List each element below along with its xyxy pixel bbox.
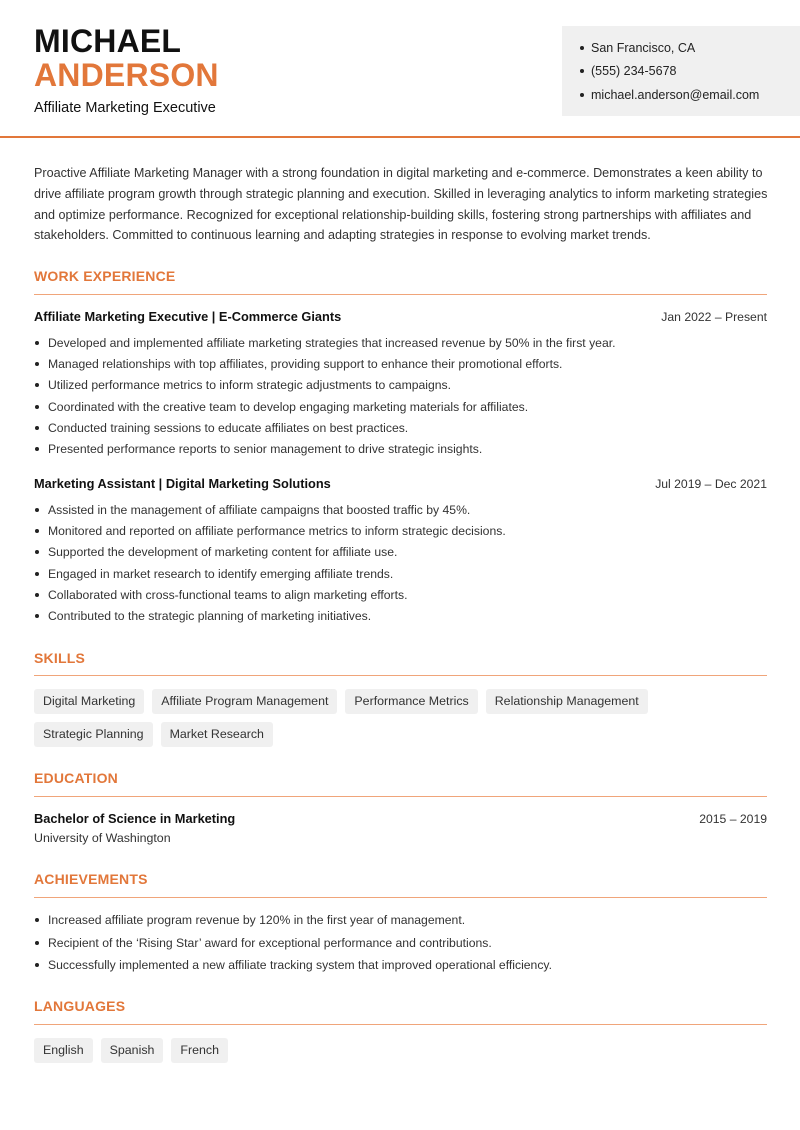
section-title-skills: SKILLS (34, 650, 85, 666)
education-degree: Bachelor of Science in Marketing (34, 811, 236, 826)
list-item-text: Presented performance reports to senior management to drive strategic insights. (48, 442, 483, 457)
bullet-icon (35, 963, 39, 967)
section-divider (34, 796, 767, 797)
list-item (34, 499, 767, 520)
list-item (34, 542, 767, 563)
section-title-languages: LANGUAGES (34, 998, 126, 1014)
list-item-text: Collaborated with cross-functional teams to align marketing efforts. (48, 587, 408, 602)
work-bullet-list (34, 332, 767, 460)
list-item (34, 605, 767, 626)
work-bullet-list (34, 499, 767, 627)
list-item (34, 584, 767, 605)
bullet-icon (35, 362, 39, 366)
language-tag: English (34, 1038, 93, 1063)
bullet-icon (35, 508, 39, 512)
skill-tag: Relationship Management (486, 689, 648, 714)
first-name: MICHAEL (34, 23, 182, 59)
bullet-icon (35, 550, 39, 554)
language-tag: French (171, 1038, 228, 1063)
contact-email[interactable] (580, 83, 800, 107)
list-item-text: Recipient of the ‘Rising Star’ award for exceptional performance and contributions. (48, 935, 492, 950)
list-item (34, 563, 767, 584)
list-item (34, 932, 767, 955)
bullet-icon (35, 918, 39, 922)
resume-header (0, 0, 800, 138)
bullet-icon (35, 341, 39, 345)
skill-tag: Strategic Planning (34, 722, 153, 747)
list-item-text: Supported the development of marketing content for affiliate use. (48, 545, 398, 560)
bullet-icon (35, 593, 39, 597)
list-item-text: Conducted training sessions to educate affiliates on best practices. (48, 420, 409, 435)
education-entry-header (34, 811, 767, 826)
work-entry-dates: Jan 2022 – Present (661, 309, 767, 324)
list-item (34, 353, 767, 374)
section-divider (34, 1024, 767, 1025)
skill-tag: Market Research (161, 722, 273, 747)
list-item-text: Successfully implemented a new affiliate tracking system that improved operational efficiency. (48, 958, 552, 973)
work-entry-title: Marketing Assistant | Digital Marketing Solutions (34, 476, 331, 491)
list-item-text: Assisted in the management of affiliate campaigns that boosted traffic by 45%. (48, 502, 471, 517)
bullet-icon (35, 529, 39, 533)
list-item-text: Utilized performance metrics to inform strategic adjustments to campaigns. (48, 378, 452, 393)
language-tag: Spanish (101, 1038, 164, 1063)
bullet-icon (35, 426, 39, 430)
bullet-icon (35, 572, 39, 576)
bullet-icon (580, 46, 584, 50)
work-entry-header (34, 476, 767, 491)
last-name: ANDERSON (34, 57, 219, 93)
contact-location (580, 36, 800, 60)
section-title-work: WORK EXPERIENCE (34, 268, 176, 284)
section-divider (34, 897, 767, 898)
bullet-icon (35, 383, 39, 387)
list-item-text: Coordinated with the creative team to develop engaging marketing materials for affiliates. (48, 399, 529, 414)
work-entry-header (34, 309, 767, 324)
summary-paragraph: Proactive Affiliate Marketing Manager with a strong foundation in digital marketing and e-commerce. Demonstrates a keen ability to drive affiliate program growth through strategic planning and execution. Skilled in leveraging analytics to inform marketing strategies and optimize performance. Recognized for exceptional relationship-building skills, fostering strong partnerships with affiliates and stakeholders. Committed to continuous learning and adapting strategies in response to evolving market trends. (34, 166, 768, 243)
section-divider (34, 294, 767, 295)
list-item (34, 909, 767, 932)
skill-tag: Performance Metrics (345, 689, 477, 714)
list-item (34, 332, 767, 353)
list-item (34, 954, 767, 977)
section-title-achievements: ACHIEVEMENTS (34, 871, 148, 887)
list-item (34, 375, 767, 396)
email-text[interactable]: michael.anderson@email.com (591, 87, 760, 102)
education-dates: 2015 – 2019 (699, 811, 767, 826)
bullet-icon (35, 405, 39, 409)
job-title: Affiliate Marketing Executive (34, 100, 216, 116)
contact-phone (580, 60, 800, 84)
bullet-icon (580, 93, 584, 97)
achievements-list (34, 909, 767, 977)
work-entry-title: Affiliate Marketing Executive | E-Commerce Giants (34, 309, 342, 324)
contact-box (562, 26, 800, 116)
languages-tag-list (34, 1038, 767, 1063)
section-title-education: EDUCATION (34, 770, 118, 786)
list-item (34, 438, 767, 459)
list-item-text: Engaged in market research to identify emerging affiliate trends. (48, 566, 394, 581)
skill-tag: Affiliate Program Management (152, 689, 337, 714)
bullet-icon (580, 69, 584, 73)
phone-text: (555) 234-5678 (591, 64, 677, 79)
list-item (34, 417, 767, 438)
bullet-icon (35, 941, 39, 945)
skills-tag-list (34, 689, 767, 747)
list-item-text: Contributed to the strategic planning of marketing initiatives. (48, 609, 372, 624)
section-divider (34, 675, 767, 676)
list-item-text: Monitored and reported on affiliate performance metrics to inform strategic decisions. (48, 523, 506, 538)
bullet-icon (35, 447, 39, 451)
list-item-text: Developed and implemented affiliate marketing strategies that increased revenue by 50% in the first year. (48, 335, 616, 350)
list-item (34, 396, 767, 417)
work-entry-dates: Jul 2019 – Dec 2021 (655, 476, 767, 491)
list-item (34, 520, 767, 541)
location-text: San Francisco, CA (591, 40, 696, 55)
bullet-icon (35, 614, 39, 618)
list-item-text: Increased affiliate program revenue by 120% in the first year of management. (48, 913, 466, 928)
skill-tag: Digital Marketing (34, 689, 144, 714)
education-school: University of Washington (34, 831, 171, 845)
list-item-text: Managed relationships with top affiliates, providing support to enhance their promotional efforts. (48, 356, 563, 371)
